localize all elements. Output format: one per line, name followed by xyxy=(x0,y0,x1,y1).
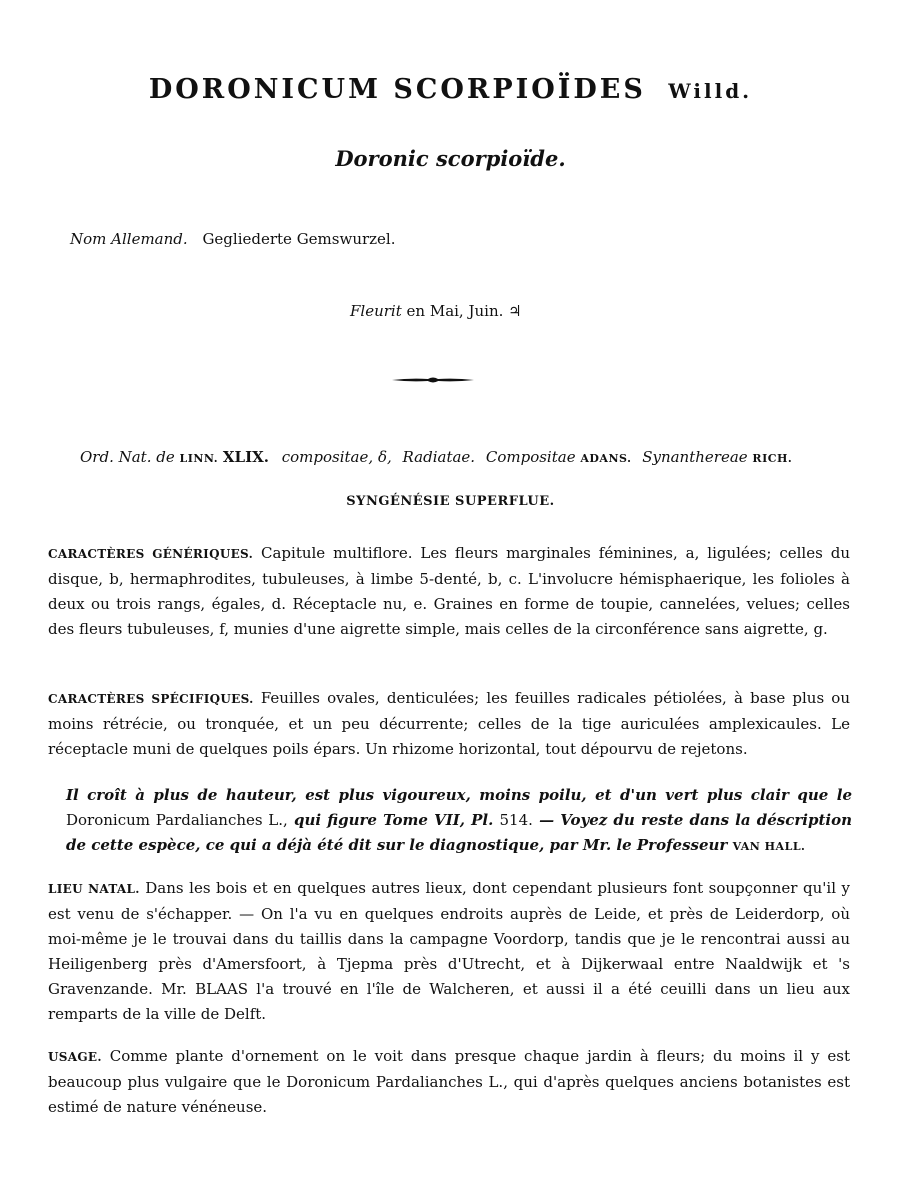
section-heading: SYNGÉNÉSIE SUPERFLUE. xyxy=(346,494,555,509)
note-part-3: — Voyez du reste dans la déscription de cette espèce, ce qui a déjà été dit sur le diagnostique, par Mr. le Professeur xyxy=(66,811,852,854)
adans-abbrev: ADANS. xyxy=(580,452,632,465)
german-name-value: Gegliederte Gemswurzel. xyxy=(202,230,396,248)
author-name: Willd. xyxy=(668,79,753,103)
delta-symbol: δ, xyxy=(377,448,392,466)
flowering-value: en Mai, Juin. xyxy=(406,302,504,320)
order-number: XLIX. xyxy=(222,448,269,466)
compositae-term: compositae, xyxy=(281,448,374,466)
species-name: DORONICUM SCORPIOÏDES xyxy=(148,74,646,105)
generic-characters-text: Capitule multiflore. Les fleurs marginales féminines, a, ligulées; celles du disque, b, hermaphrodites, tubuleuses, à limbe 5-denté, b, c. L'involucre hémisphaerique, les folioles à deux ou trois rangs, égales, d. Réceptacle nu, e. Graines en forme de toupie, cannelées, velues; celles des fleurs tubuleuses, f, munies d'une aigrette simple, mais celles de la circonférence sans aigrette, g. xyxy=(48,544,850,638)
note-doronicum: Doronicum Pardalianches L., xyxy=(66,811,288,829)
habitat-text: Dans les bois et en quelques autres lieux, dont cependant plusieurs font soupçonner qu'il y est venu de s'échapper. — On l'a vu en quelques endroits auprès de Leide, et près de Leiderdorp, où moi-même je le trouvai dans du taillis dans la campagne Voordorp, tandis que je le rencontrai aussi au Heiligenberg près d'Amersfoort, à Tjepma près d'Utrecht, et à Dijkerwaal entre Naaldwijk et 's Gravenzande. Mr. BLAAS l'a trouvé en l'île de Walcheren, et aussi il a été ceuilli dans un lieu aux remparts de la ville de Delft. xyxy=(48,879,850,1023)
habitat-paragraph xyxy=(48,876,850,1027)
usage-label: USAGE. xyxy=(48,1050,102,1064)
note-part-2: qui figure Tome VII, Pl. xyxy=(293,811,494,829)
german-name-line xyxy=(70,227,396,251)
classification-line xyxy=(80,445,792,471)
generic-characters-paragraph xyxy=(48,541,850,642)
usage-text: Comme plante d'ornement on le voit dans presque chaque jardin à fleurs; du moins il y est beaucoup plus vulgaire que le Doronicum Pardalianches L., qui d'après quelques anciens botanistes est estimé de nature vénéneuse. xyxy=(48,1047,850,1116)
synanthereae-term: Synanthereae xyxy=(642,448,748,466)
note-part-1: Il croît à plus de hauteur, est plus vigoureux, moins poilu, et d'un vert plus clair que le xyxy=(66,786,852,804)
usage-paragraph xyxy=(48,1044,850,1120)
note-van-hall: VAN HALL. xyxy=(732,840,806,853)
flowering-line xyxy=(350,299,522,323)
decorative-rule-icon xyxy=(390,371,476,389)
french-name: Doronic scorpioïde. xyxy=(335,146,566,171)
specific-characters-label: CARACTÈRES SPÉCIFIQUES. xyxy=(48,692,254,706)
habitat-label: LIEU NATAL. xyxy=(48,882,140,896)
generic-characters-label: CARACTÈRES GÉNÉRIQUES. xyxy=(48,547,254,561)
flowering-label: Fleurit xyxy=(350,302,402,320)
german-name-label: Nom Allemand. xyxy=(70,230,188,248)
specific-characters-text: Feuilles ovales, denticulées; les feuilles radicales pétiolées, à base plus ou moins rétrécie, ou tronquée, et un peu décurrente; celles de la tige auriculées amplexicaules. Le réceptacle muni de quelques poils épars. Un rhizome horizontal, tout dépourvu de rejetons. xyxy=(48,689,850,758)
radiatae-term: Radiatae. xyxy=(402,448,476,466)
perennial-symbol: ♃ xyxy=(508,302,522,320)
classification-prefix: Ord. Nat. de xyxy=(80,448,175,466)
linn-abbrev: LINN. xyxy=(179,452,219,465)
specific-characters-paragraph xyxy=(48,686,850,762)
note-plate: 514. xyxy=(499,811,533,829)
compositae-term-2: Compositae xyxy=(485,448,576,466)
page-title xyxy=(0,74,901,105)
comparison-note xyxy=(66,783,852,859)
rich-abbrev: RICH. xyxy=(752,452,793,465)
